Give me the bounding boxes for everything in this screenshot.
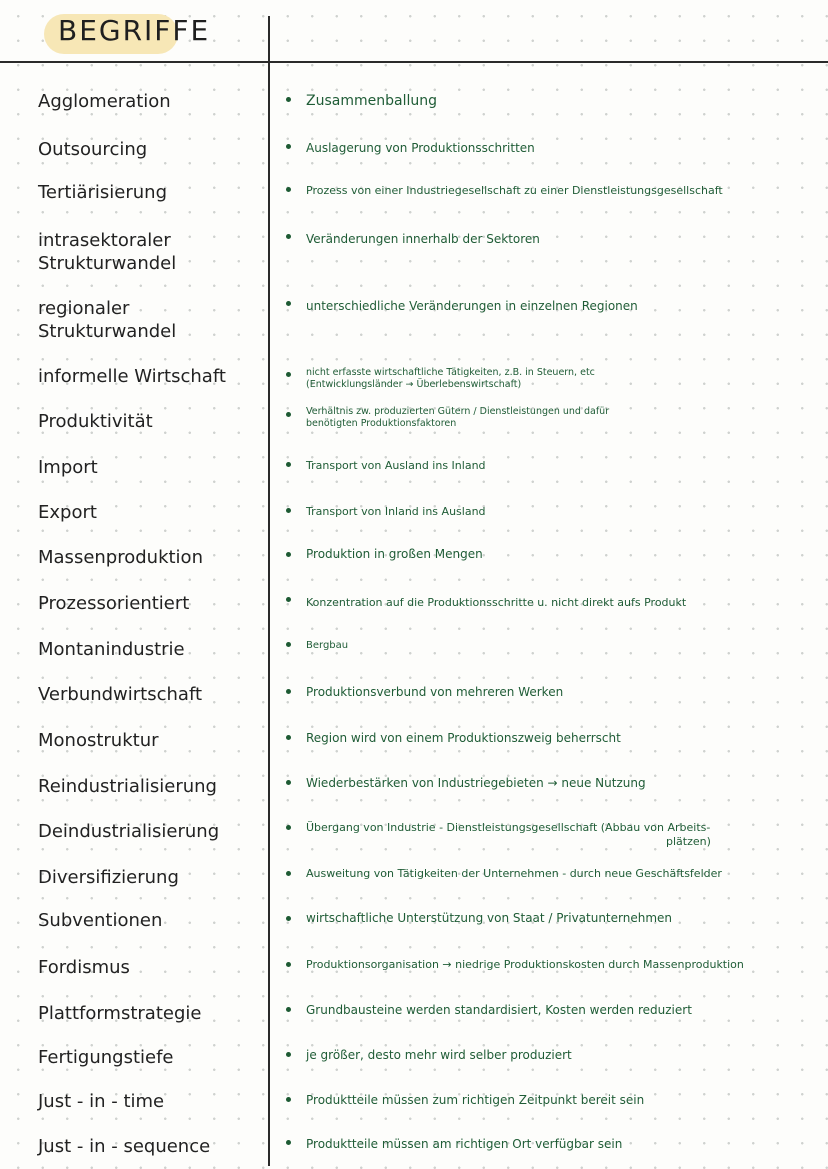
definition-line: nicht erfasste wirtschaftliche Tätigkeiten, z.B. in Steuern, etc: [306, 367, 595, 378]
bullet: [286, 372, 291, 377]
term-line: regionaler: [38, 298, 130, 319]
definition-agglomeration: Zusammenballung: [306, 93, 437, 109]
bullet: [286, 597, 291, 602]
bullet: [286, 962, 291, 967]
definition-fertigungstiefe: je größer, desto mehr wird selber produziert: [306, 1048, 572, 1062]
term-export: Export: [38, 502, 97, 523]
bullet: [286, 97, 291, 102]
term-informelle-wirtschaft: informelle Wirtschaft: [38, 366, 226, 387]
term-monostruktur: Monostruktur: [38, 730, 159, 751]
definition-regionaler-strukturwandel: unterschiedliche Veränderungen in einzelnen Regionen: [306, 299, 638, 313]
definition-massenproduktion: Produktion in großen Mengen: [306, 547, 483, 561]
definition-intrasektoraler-strukturwandel: Veränderungen innerhalb der Sektoren: [306, 232, 540, 246]
bullet: [286, 825, 291, 830]
bullet: [286, 1097, 291, 1102]
bullet: [286, 462, 291, 467]
bullet: [286, 508, 291, 513]
definition-produktivitaet: [306, 406, 821, 430]
definition-informelle-wirtschaft: [306, 367, 821, 391]
bullet: [286, 187, 291, 192]
definition-tertiaerisierung: Prozess von einer Industriegesellschaft zu einer Dienstleistungsgesellschaft: [306, 184, 723, 197]
definition-line: plätzen): [666, 835, 711, 848]
term-line: intrasektoraler: [38, 230, 171, 251]
bullet: [286, 1140, 291, 1145]
term-tertiaerisierung: Tertiärisierung: [38, 182, 167, 203]
definition-diversifizierung: Ausweitung von Tätigkeiten der Unternehmen - durch neue Geschäftsfelder: [306, 867, 722, 880]
definition-export: Transport von Inland ins Ausland: [306, 505, 486, 518]
bullet: [286, 234, 291, 239]
term-line: Strukturwandel: [38, 253, 177, 274]
definition-reindustrialisierung: Wiederbestärken von Industriegebieten → neue Nutzung: [306, 776, 646, 790]
term-deindustrialisierung: Deindustrialisierung: [38, 821, 220, 842]
definition-plattformstrategie: Grundbausteine werden standardisiert, Kosten werden reduziert: [306, 1003, 692, 1017]
column-divider: [268, 16, 270, 1166]
term-verbundwirtschaft: Verbundwirtschaft: [38, 684, 203, 705]
page-title: BEGRIFFE: [58, 14, 211, 47]
term-just-in-time: Just - in - time: [38, 1091, 165, 1112]
term-reindustrialisierung: Reindustrialisierung: [38, 776, 217, 797]
title-block: [44, 10, 210, 47]
term-agglomeration: Agglomeration: [38, 91, 171, 112]
bullet: [286, 144, 291, 149]
bullet: [286, 689, 291, 694]
bullet: [286, 301, 291, 306]
bullet: [286, 780, 291, 785]
term-subventionen: Subventionen: [38, 910, 163, 931]
term-diversifizierung: Diversifizierung: [38, 867, 179, 888]
bullet: [286, 871, 291, 876]
header-divider: [0, 61, 828, 63]
term-line: Strukturwandel: [38, 321, 177, 342]
definition-prozessorientiert: Konzentration auf die Produktionsschritte u. nicht direkt aufs Produkt: [306, 596, 687, 609]
definition-montanindustrie: Bergbau: [306, 640, 349, 651]
term-just-in-sequence: Just - in - sequence: [38, 1136, 211, 1157]
definition-just-in-time: Produktteile müssen zum richtigen Zeitpunkt bereit sein: [306, 1093, 645, 1107]
term-montanindustrie: Montanindustrie: [38, 639, 185, 660]
definition-line: (Entwicklungsländer → Überlebenswirtschaft): [306, 379, 522, 390]
bullet: [286, 642, 291, 647]
term-import: Import: [38, 457, 98, 478]
term-regionaler-strukturwandel: [38, 297, 262, 343]
bullet: [286, 552, 291, 557]
bullet: [286, 916, 291, 921]
term-outsourcing: Outsourcing: [38, 139, 148, 160]
definition-subventionen: wirtschaftliche Unterstützung von Staat / Privatunternehmen: [306, 911, 673, 925]
term-prozessorientiert: Prozessorientiert: [38, 593, 190, 614]
definition-outsourcing: Auslagerung von Produktionsschritten: [306, 141, 535, 155]
definition-line: benötigten Produktionsfaktoren: [306, 418, 457, 429]
definition-line: Übergang von Industrie - Dienstleistungsgesellschaft (Abbau von Arbeits-: [306, 821, 711, 834]
definition-line: Verhältnis zw. produzierten Gütern / Dienstleistungen und dafür: [306, 406, 610, 417]
term-plattformstrategie: Plattformstrategie: [38, 1003, 202, 1024]
term-intrasektoraler-strukturwandel: [38, 229, 262, 275]
bullet: [286, 735, 291, 740]
bullet: [286, 1007, 291, 1012]
definition-import: Transport von Ausland ins Inland: [306, 459, 486, 472]
bullet: [286, 1052, 291, 1057]
term-fordismus: Fordismus: [38, 957, 130, 978]
definition-deindustrialisierung: [306, 821, 821, 849]
term-fertigungstiefe: Fertigungstiefe: [38, 1047, 174, 1068]
term-massenproduktion: Massenproduktion: [38, 547, 203, 568]
definition-monostruktur: Region wird von einem Produktionszweig beherrscht: [306, 731, 621, 745]
bullet: [286, 412, 291, 417]
definition-fordismus: Produktionsorganisation → niedrige Produktionskosten durch Massenproduktion: [306, 958, 744, 971]
definition-just-in-sequence: Produktteile müssen am richtigen Ort verfügbar sein: [306, 1137, 623, 1151]
definition-verbundwirtschaft: Produktionsverbund von mehreren Werken: [306, 685, 564, 699]
term-produktivitaet: Produktivität: [38, 411, 153, 432]
